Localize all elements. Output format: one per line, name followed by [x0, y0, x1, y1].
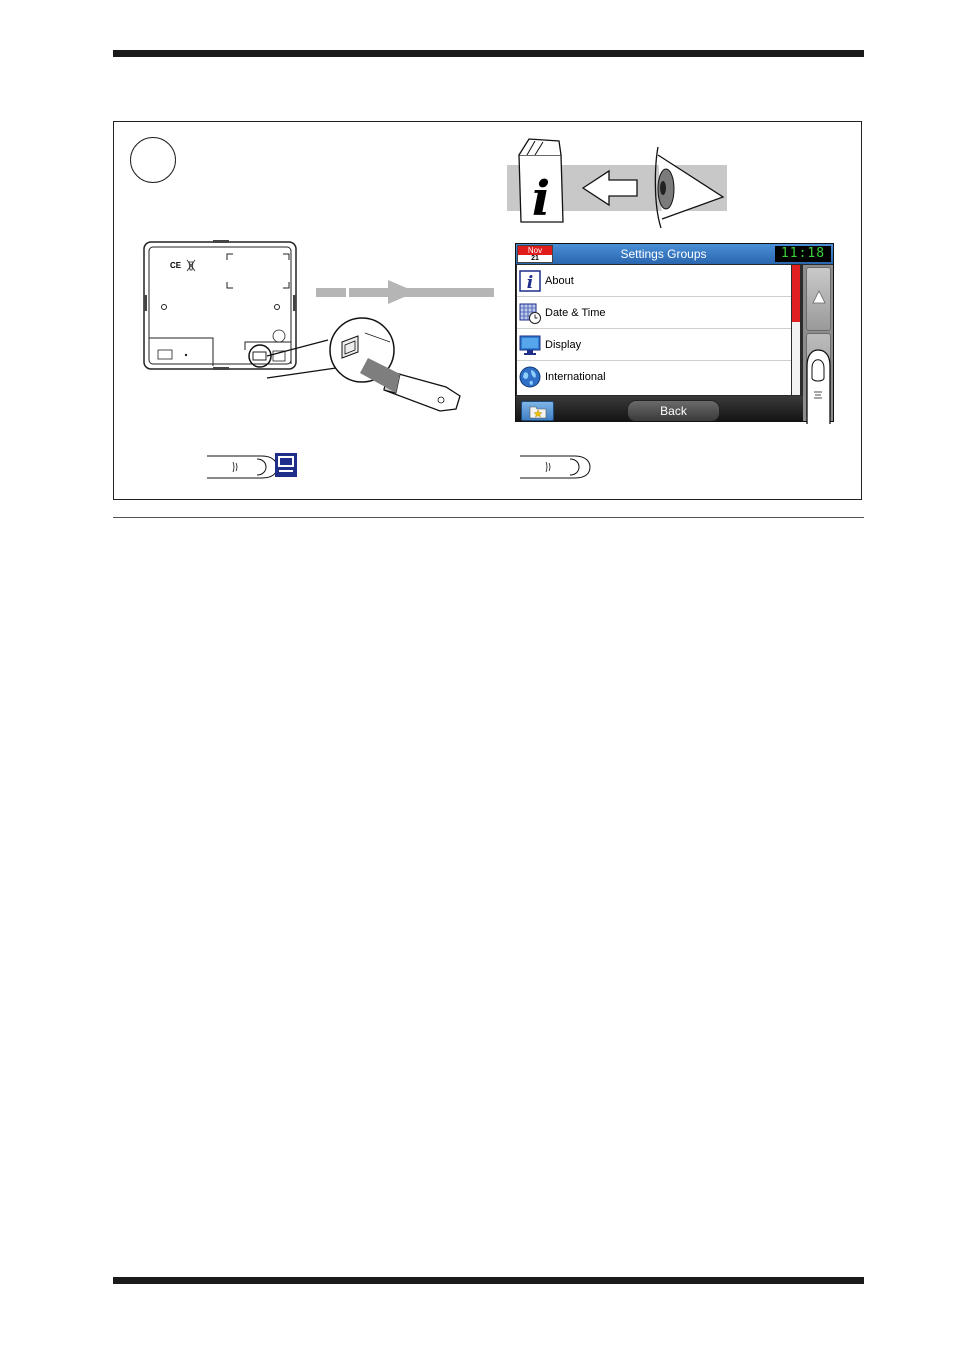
favorites-button[interactable] [521, 401, 554, 421]
list-item-date-time[interactable] [517, 297, 791, 329]
clock-display: 11:18 [775, 246, 831, 262]
header-rule [113, 50, 864, 57]
manual-book-icon [519, 139, 563, 227]
star-folder-icon [529, 404, 547, 419]
date-badge [517, 245, 553, 263]
pc-monitor-icon [275, 453, 297, 477]
date-month: Nov [518, 246, 552, 255]
date-day: 21 [531, 255, 539, 262]
list-item-international[interactable] [517, 361, 791, 393]
triangle-up-icon [812, 290, 826, 304]
svg-text:i: i [526, 273, 534, 293]
list-item-label: International [545, 371, 606, 383]
back-button[interactable]: Back [627, 400, 720, 422]
scroll-up-button[interactable] [806, 267, 831, 331]
scrollbar[interactable] [792, 265, 800, 395]
screen-title: Settings Groups [620, 247, 707, 261]
list-item-display[interactable] [517, 329, 791, 361]
step-circle [130, 137, 176, 183]
calendar-clock-icon [519, 302, 541, 324]
settings-list [517, 265, 791, 395]
info-icon [519, 270, 541, 292]
usb-insert-detail [250, 318, 470, 418]
screen-titlebar [516, 244, 833, 264]
footer-rule [113, 1277, 864, 1284]
globe-icon [519, 366, 541, 388]
list-item-label: Date & Time [545, 307, 606, 319]
finger-tap-icon [207, 453, 279, 481]
finger-press-icon [804, 348, 834, 424]
gray-arrow-right-icon [316, 280, 496, 306]
section-divider [113, 517, 864, 518]
list-item-label: Display [545, 339, 582, 351]
screen-bottombar [516, 396, 803, 422]
finger-tap-icon [520, 453, 592, 481]
scroll-thumb[interactable] [792, 265, 800, 322]
ce-mark: CE [170, 261, 182, 270]
list-item-about[interactable] [517, 265, 791, 297]
svg-text:i: i [531, 171, 551, 227]
list-item-label: About [545, 275, 574, 287]
monitor-icon [519, 334, 541, 356]
read-manual-graphic [505, 133, 730, 233]
settings-screen [515, 243, 834, 422]
